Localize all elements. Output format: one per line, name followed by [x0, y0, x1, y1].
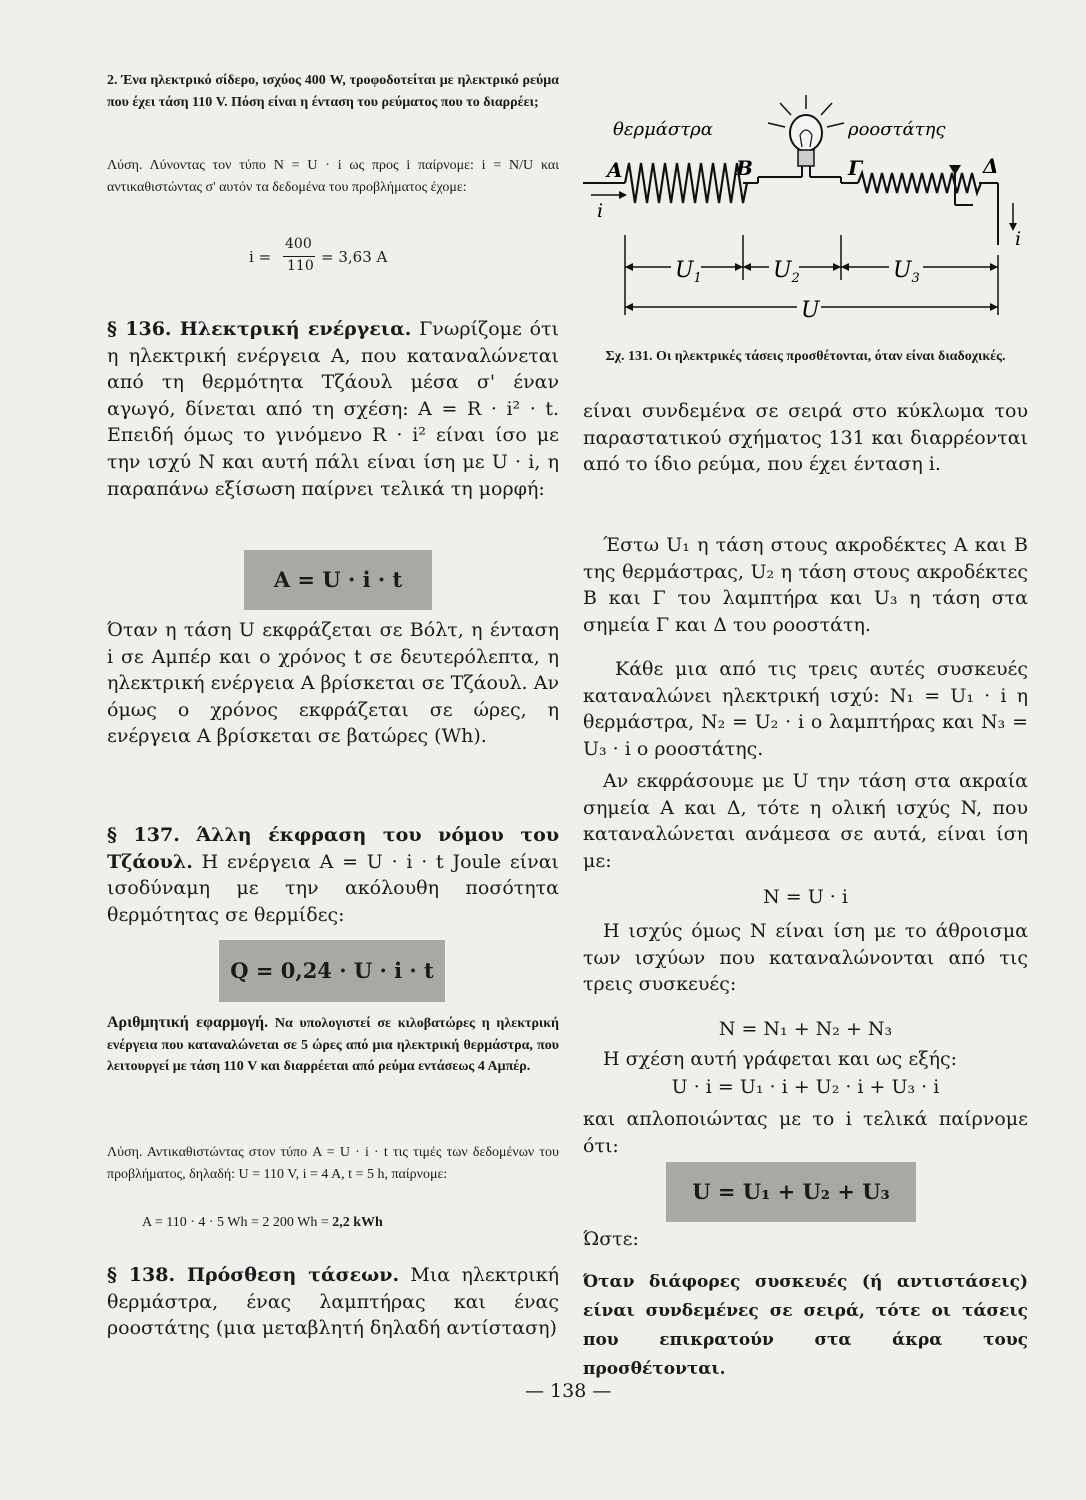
label-i-left: i — [597, 200, 604, 222]
section-138-heading: § 138. Πρόσθεση τάσεων. — [107, 1264, 400, 1286]
section-136-text2: Όταν η τάση U εκφράζεται σε Βόλτ, η ένταση i σε Αμπέρ και ο χρόνος t σε δευτερόλεπτα, η ηλεκτρική ενέργεια A βρίσκεται σε Τζάουλ. Αν όμως ο χρόνος εκφράζεται σε ώρες, η ενέργεια A βρίσκεται σε βατώρες (Wh). — [107, 619, 559, 748]
right-p6: Η σχέση αυτή γράφεται και ως εξής: — [603, 1048, 958, 1070]
section-137-text: Η ενέργεια A = U · i · t Joule είναι ισοδύναμη με την ακόλουθη ποσότητα θερμότητας σε θερμίδες: — [107, 850, 559, 926]
application-text: Να υπολογιστεί σε κιλοβατώρες η ηλεκτρική ενέργεια που καταναλώνεται σε 5 ώρες από μια ηλεκτρική θερμάστρα, που λειτουργεί με τάση 110 V και διαρρέεται από ρεύμα εντάσεως 4 Αμπέρ. — [107, 1016, 559, 1074]
rheostat-coil — [858, 173, 981, 193]
formula-denominator: 110 — [287, 258, 314, 274]
right-p1: είναι συνδεμένα σε σειρά στο κύκλωμα του παραστατικού σχήματος 131 και διαρρέονται από το ίδιο ρεύμα, που έχει ένταση i. — [583, 400, 1028, 476]
right-p4: Αν εκφράσουμε με U την τάση στα ακραία σημεία A και Δ, τότε η ολική ισχύς N, που καταναλώνεται ανάμεσα σε αυτά, είναι ίση με: — [583, 770, 1028, 872]
formula-power: N = U · i — [763, 886, 848, 908]
circuit-figure — [583, 95, 1028, 335]
label-A: A — [607, 158, 623, 182]
section-138-text: Μια ηλεκτρική θερμάστρα, ένας λαμπτήρας και ένας ροοστάτης (μια μεταβλητή δηλαδή αντίσταση) — [107, 1264, 559, 1340]
formula-numerator: 400 — [285, 236, 312, 252]
right-p8: Ώστε: — [583, 1228, 639, 1250]
section-137 — [107, 822, 559, 928]
application-heading: Αριθμητική εφαρμογή. — [107, 1014, 269, 1031]
label-G: Γ — [848, 156, 863, 180]
label-U2: $U_2$ — [773, 258, 800, 286]
section-138 — [107, 1262, 559, 1342]
formula-box-voltage-sum: U = U₁ + U₂ + U₃ — [666, 1162, 916, 1222]
formula-box-heat: Q = 0,24 · U · i · t — [219, 940, 445, 1002]
formula-lhs: i = — [249, 248, 272, 266]
fraction-bar — [283, 256, 315, 257]
right-p2: Έστω U₁ η τάση στους ακροδέκτες A και B της θερμάστρας, U₂ η τάση στους ακροδέκτες B και Γ του λαμπτήρα και U₃ η τάση στα σημεία Γ και Δ του ροοστάτη. — [583, 534, 1028, 636]
application-result — [142, 1212, 562, 1234]
label-U3: $U_3$ — [893, 258, 920, 286]
right-p9: Όταν διάφορες συσκευές (ή αντιστάσεις) είναι συνδεμένες σε σειρά, τότε οι τάσεις που επικρατούν στα άκρα τους προσθέτονται. — [583, 1272, 1028, 1379]
formula-rhs: = 3,63 A — [321, 248, 388, 266]
section-136-heading: § 136. Ηλεκτρική ενέργεια. — [107, 318, 412, 340]
section-136-text: Γνωρίζομε ότι η ηλεκτρική ενέργεια A, που καταναλώνεται από τη θερμότητα Τζάουλ μέσα σ' έναν αγωγό, δίνεται από τη σχέση: A = R · i² · t. Επειδή όμως το γινόμενο R · i² είναι ίσο με την ισχύ N και αυτή πάλι είναι ίση με U · i, η παραπάνω εξίσωση παίρνει τελικά τη μορφή: — [107, 318, 560, 500]
right-p3: Κάθε μια από τις τρεις αυτές συσκευές καταναλώνει ηλεκτρική ισχύ: N₁ = U₁ · i η θερμάστρα, N₂ = U₂ · i ο λαμπτήρας και N₃ = U₃ · i ο ροοστάτης. — [583, 658, 1028, 760]
exercise-2-solution: Λύση. Λύνοντας τον τύπο N = U · i ως προς i παίρνομε: i = N/U και αντικαθιστώντας σ' αυτόν τα δεδομένα του προβλήματος έχομε: — [107, 158, 559, 195]
label-U: U — [801, 298, 820, 323]
label-D: Δ — [983, 154, 999, 178]
label-heater: θερμάστρα — [613, 119, 713, 140]
right-p7: και απλοποιώντας με το i τελικά παίρνομε ότι: — [583, 1108, 1028, 1157]
label-rheostat: ροοστάτης — [848, 119, 946, 140]
figure-caption: Σχ. 131. Οι ηλεκτρικές τάσεις προσθέτονται, όταν είναι διαδοχικές. — [605, 349, 1006, 364]
label-U1: $U_1$ — [675, 258, 702, 286]
right-p5: Η ισχύς όμως N είναι ίση με το άθροισμα των ισχύων που καταναλώνονται από τις τρεις συσκευές: — [583, 920, 1028, 996]
section-137-heading: § 137. Άλλη έκφραση του νόμου του Τζάουλ. — [107, 824, 559, 873]
application-solution: Λύση. Αντικαθιστώντας στον τύπο A = U · i · t τις τιμές των δεδομένων του προβλήματος, δηλαδή: U = 110 V, i = 4 A, t = 5 h, παίρνομε: — [107, 1145, 559, 1182]
formula-power-sum: N = N₁ + N₂ + N₃ — [718, 1018, 893, 1040]
formula-box-energy: A = U · i · t — [244, 550, 432, 610]
label-i-right: i — [1015, 228, 1022, 250]
application-result-text: A = 110 · 4 · 5 Wh = 2 200 Wh = — [142, 1215, 333, 1230]
label-B: B — [736, 156, 753, 180]
page-number: — 138 — — [525, 1380, 612, 1402]
heater-coil — [625, 163, 747, 203]
formula-expanded: U · i = U₁ · i + U₂ · i + U₃ · i — [671, 1076, 940, 1098]
lamp-icon — [758, 95, 844, 177]
exercise-2-text: 2. Ένα ηλεκτρικό σίδερο, ισχύος 400 W, τροφοδοτείται με ηλεκτρικό ρεύμα που έχει τάση 110 V. Πόση είναι η ένταση του ρεύματος που το διαρρέει; — [107, 73, 559, 110]
section-136 — [107, 316, 559, 502]
application — [107, 1012, 559, 1078]
application-result-value: 2,2 kWh — [332, 1215, 383, 1230]
